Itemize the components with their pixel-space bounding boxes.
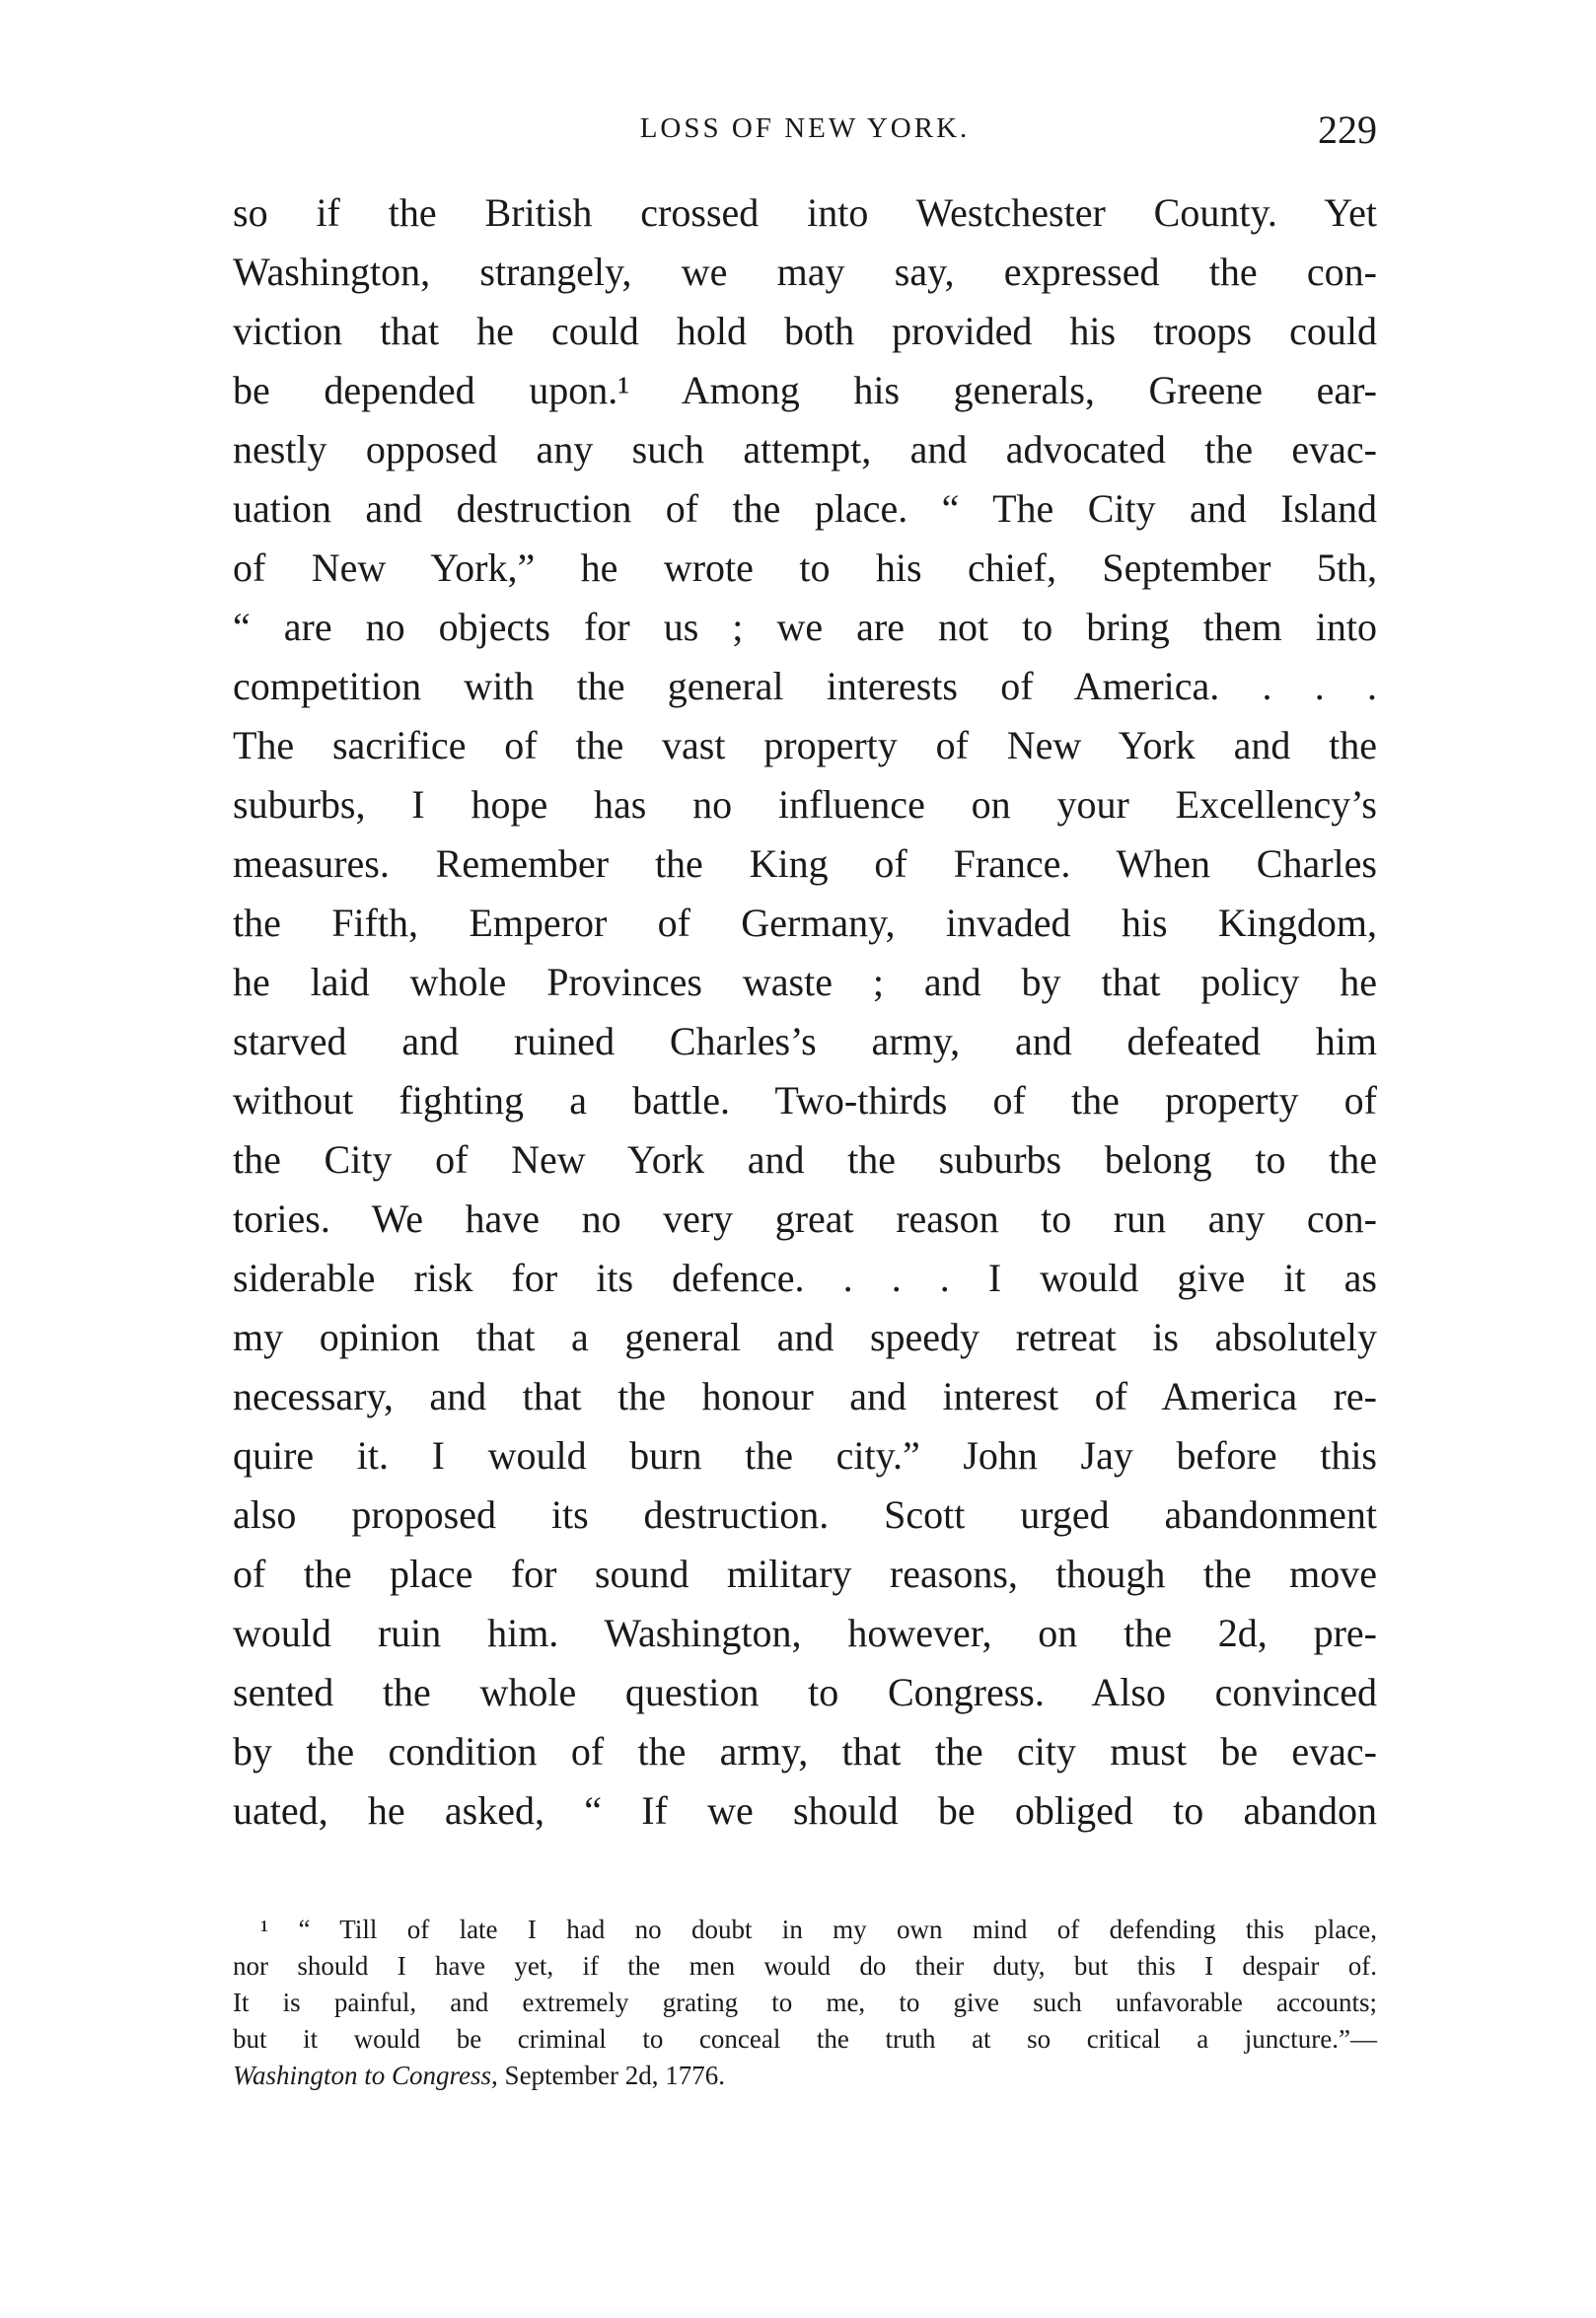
footnote-citation-date: September 2d, 1776. <box>497 2061 726 2090</box>
text-line: of New York,” he wrote to his chief, September 5th, <box>233 545 1377 590</box>
footnote-citation-title: Washington to Congress, <box>233 2061 498 2090</box>
text-line: tories. We have no very great reason to run any con- <box>233 1196 1377 1241</box>
text-line: also proposed its destruction. Scott urged abandonment <box>233 1492 1377 1537</box>
text-line: nestly opposed any such attempt, and advocated the evac- <box>233 427 1377 471</box>
text-line: suburbs, I hope has no influence on your Excellency’s <box>233 782 1377 827</box>
text-line: starved and ruined Charles’s army, and defeated him <box>233 1019 1377 1063</box>
text-line: sented the whole question to Congress. Also convinced <box>233 1670 1377 1714</box>
text-line: quire it. I would burn the city.” John Jay before this <box>233 1433 1377 1478</box>
text-line: The sacrifice of the vast property of New York and the <box>233 723 1377 767</box>
text-line: competition with the general interests of America. . . . <box>233 664 1377 708</box>
text-line: measures. Remember the King of France. When Charles <box>233 841 1377 886</box>
body-text <box>233 183 1377 1841</box>
text-line: my opinion that a general and speedy retreat is absolutely <box>233 1315 1377 1359</box>
text-line: uation and destruction of the place. “ The City and Island <box>233 486 1377 531</box>
text-line: he laid whole Provinces waste ; and by that policy he <box>233 960 1377 1004</box>
text-line: so if the British crossed into Westchester County. Yet <box>233 190 1377 235</box>
text-line: the City of New York and the suburbs belong to the <box>233 1137 1377 1182</box>
text-line: siderable risk for its defence. . . . I would give it as <box>233 1256 1377 1300</box>
text-line: be depended upon.¹ Among his generals, Greene ear- <box>233 368 1377 412</box>
footnote-line: but it would be criminal to conceal the truth at so critical a juncture.”— <box>233 2024 1377 2054</box>
text-line: viction that he could hold both provided his troops could <box>233 309 1377 353</box>
footnote <box>233 1912 1377 2094</box>
text-line: necessary, and that the honour and interest of America re- <box>233 1374 1377 1418</box>
footnote-line: nor should I have yet, if the men would do their duty, but this I despair of. <box>233 1951 1377 1981</box>
running-title: LOSS OF NEW YORK. <box>639 112 971 144</box>
text-line: without fighting a battle. Two-thirds of the property of <box>233 1078 1377 1123</box>
footnote-line: It is painful, and extremely grating to me, to give such unfavorable accounts; <box>233 1988 1377 2017</box>
text-line: “ are no objects for us ; we are not to bring them into <box>233 605 1377 649</box>
page-number: 229 <box>1318 108 1377 152</box>
text-line: the Fifth, Emperor of Germany, invaded his Kingdom, <box>233 901 1377 945</box>
footnote-line: ¹ “ Till of late I had no doubt in my own mind of defending this place, <box>260 1915 1377 1944</box>
running-head <box>233 107 1377 156</box>
text-line: by the condition of the army, that the city must be evac- <box>233 1729 1377 1774</box>
text-line: of the place for sound military reasons, though the move <box>233 1552 1377 1596</box>
text-line: uated, he asked, “ If we should be obliged to abandon <box>233 1788 1377 1833</box>
text-line: Washington, strangely, we may say, expressed the con- <box>233 250 1377 294</box>
footnote-citation-line <box>233 2058 1377 2094</box>
text-line: would ruin him. Washington, however, on the 2d, pre- <box>233 1611 1377 1655</box>
